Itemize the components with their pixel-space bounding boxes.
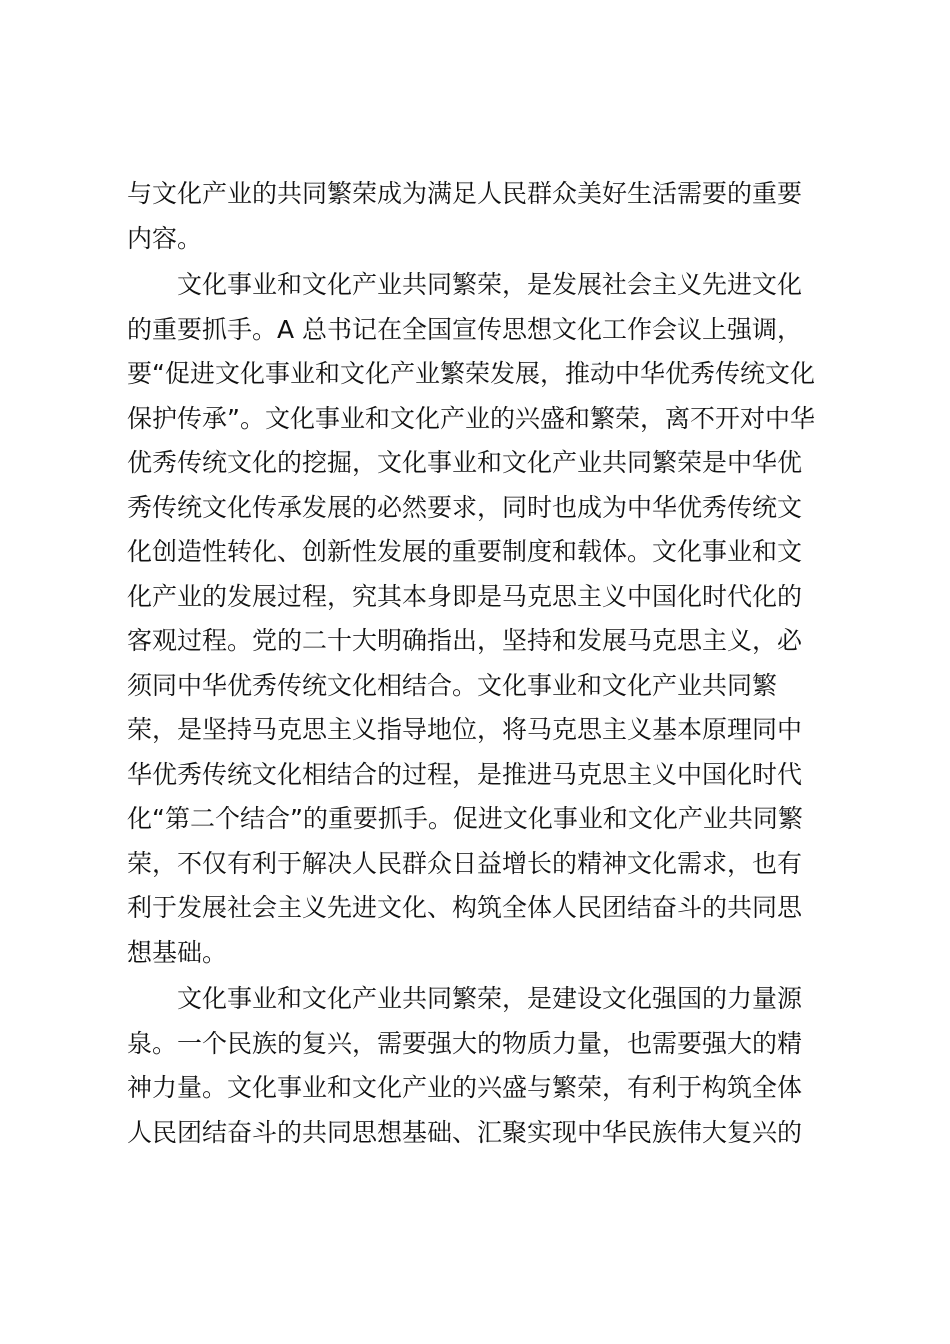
text-line: 想基础。: [127, 937, 228, 967]
paragraph-2: [127, 263, 827, 975]
paragraph-1: [127, 172, 827, 261]
text-line: 利于发展社会主义先进文化、构筑全体人民团结奋斗的共同思: [127, 893, 803, 922]
text-line: 秀传统文化传承发展的必然要求，同时也成为中华优秀传统文: [127, 492, 803, 522]
text-line: 化产业的发展过程，究其本身即是马克思主义中国化时代化的: [127, 581, 803, 611]
text-line: 华优秀传统文化相结合的过程，是推进马克思主义中国化时代: [127, 759, 803, 789]
text-line: 化创造性转化、创新性发展的重要制度和载体。文化事业和文: [127, 537, 803, 566]
text-line: 与文化产业的共同繁荣成为满足人民群众美好生活需要的重要: [127, 179, 803, 208]
text-line: 客观过程。党的二十大明确指出，坚持和发展马克思主义，必: [127, 626, 803, 655]
paragraph-3: [127, 977, 827, 1155]
text-line: 内容。: [127, 223, 203, 253]
text-line: 荣，不仅有利于解决人民群众日益增长的精神文化需求，也有: [127, 848, 803, 878]
text-line: 要“促进文化事业和文化产业繁荣发展，推动中华优秀传统文化: [127, 359, 815, 388]
text-line: 人民团结奋斗的共同思想基础、汇聚实现中华民族伟大复兴的: [127, 1117, 803, 1147]
body-text: [127, 172, 827, 1155]
text-line: 须同中华优秀传统文化相结合。文化事业和文化产业共同繁: [127, 670, 778, 700]
text-line: 文化事业和文化产业共同繁荣，是建设文化强国的力量源: [177, 984, 803, 1013]
text-line: 文化事业和文化产业共同繁荣，是发展社会主义先进文化: [177, 270, 803, 299]
text-line: 神力量。文化事业和文化产业的兴盛与繁荣，有利于构筑全体: [127, 1073, 803, 1102]
text-line: 化“第二个结合”的重要抓手。促进文化事业和文化产业共同繁: [127, 804, 803, 833]
text-line: 保护传承”。文化事业和文化产业的兴盛和繁荣，离不开对中华: [127, 403, 815, 433]
text-line: 荣，是坚持马克思主义指导地位，将马克思主义基本原理同中: [127, 715, 803, 744]
text-line: 泉。一个民族的复兴，需要强大的物质力量，也需要强大的精: [127, 1028, 803, 1058]
text-line: 优秀传统文化的挖掘，文化事业和文化产业共同繁荣是中华优: [127, 448, 803, 477]
text-line: 的重要抓手。A 总书记在全国宣传思想文化工作会议上强调，: [127, 314, 803, 344]
